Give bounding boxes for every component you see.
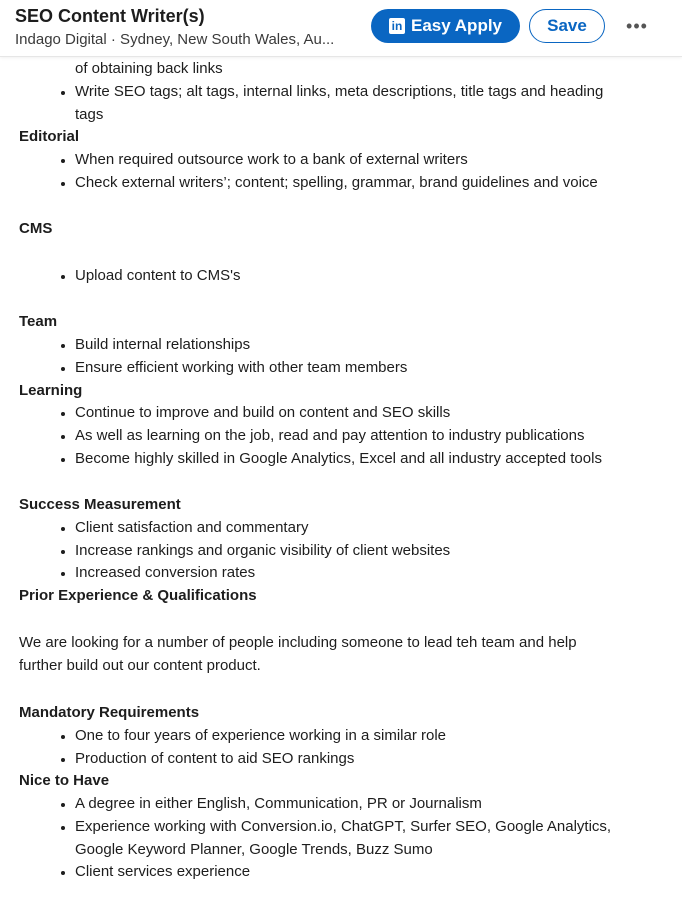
list-item: Upload content to CMS's: [75, 265, 240, 288]
easy-apply-button[interactable]: [371, 9, 520, 43]
list-item: As well as learning on the job, read and pay attention to industry publications: [75, 425, 585, 448]
list-item: Check external writers’; content; spelling, grammar, brand guidelines and voice: [75, 172, 598, 195]
section-heading-learning: Learning: [19, 382, 83, 399]
list-item: Become highly skilled in Google Analytics, Excel and all industry accepted tools: [75, 448, 602, 471]
section-heading-success: Success Measurement: [19, 496, 181, 513]
more-options-icon[interactable]: •••: [626, 15, 648, 36]
list-item: When required outsource work to a bank of external writers: [75, 149, 468, 172]
list-item: Experience working with Conversion.io, ChatGPT, Surfer SEO, Google Analytics,: [75, 816, 611, 839]
section-heading-nice-to-have: Nice to Have: [19, 772, 110, 789]
section-heading-prior: Prior Experience & Qualifications: [19, 587, 257, 604]
section-heading-mandatory: Mandatory Requirements: [19, 704, 200, 721]
section-heading-cms: CMS: [19, 220, 53, 237]
list-item: Build internal relationships: [75, 334, 250, 357]
company-location: Indago Digital · Sydney, New South Wales, Au...: [15, 31, 335, 48]
section-heading-team: Team: [19, 313, 58, 330]
list-item: Production of content to aid SEO rankings: [75, 748, 354, 771]
list-item-continuation: tags: [75, 106, 104, 123]
list-item: Increase rankings and organic visibility of client websites: [75, 540, 450, 563]
list-item-continuation: of obtaining back links: [75, 60, 223, 77]
list-item: One to four years of experience working in a similar role: [75, 725, 446, 748]
linkedin-icon: in: [389, 18, 405, 34]
save-button[interactable]: Save: [529, 9, 605, 43]
section-heading-editorial: Editorial: [19, 128, 80, 145]
list-item: Client satisfaction and commentary: [75, 517, 308, 540]
paragraph-line: We are looking for a number of people including someone to lead teh team and help: [19, 634, 577, 651]
list-item: Write SEO tags; alt tags, internal links, meta descriptions, title tags and heading: [75, 81, 603, 104]
list-item: Client services experience: [75, 861, 250, 884]
list-item-continuation: Google Keyword Planner, Google Trends, Buzz Sumo: [75, 841, 433, 858]
list-item: Increased conversion rates: [75, 562, 255, 585]
list-item: Ensure efficient working with other team members: [75, 357, 407, 380]
job-title[interactable]: SEO Content Writer(s): [15, 6, 205, 26]
paragraph-line: further build out our content product.: [19, 657, 261, 674]
easy-apply-label: Easy Apply: [410, 16, 503, 35]
job-header-bar: [0, 0, 682, 57]
list-item: Continue to improve and build on content and SEO skills: [75, 402, 450, 425]
list-item: A degree in either English, Communication, PR or Journalism: [75, 793, 482, 816]
